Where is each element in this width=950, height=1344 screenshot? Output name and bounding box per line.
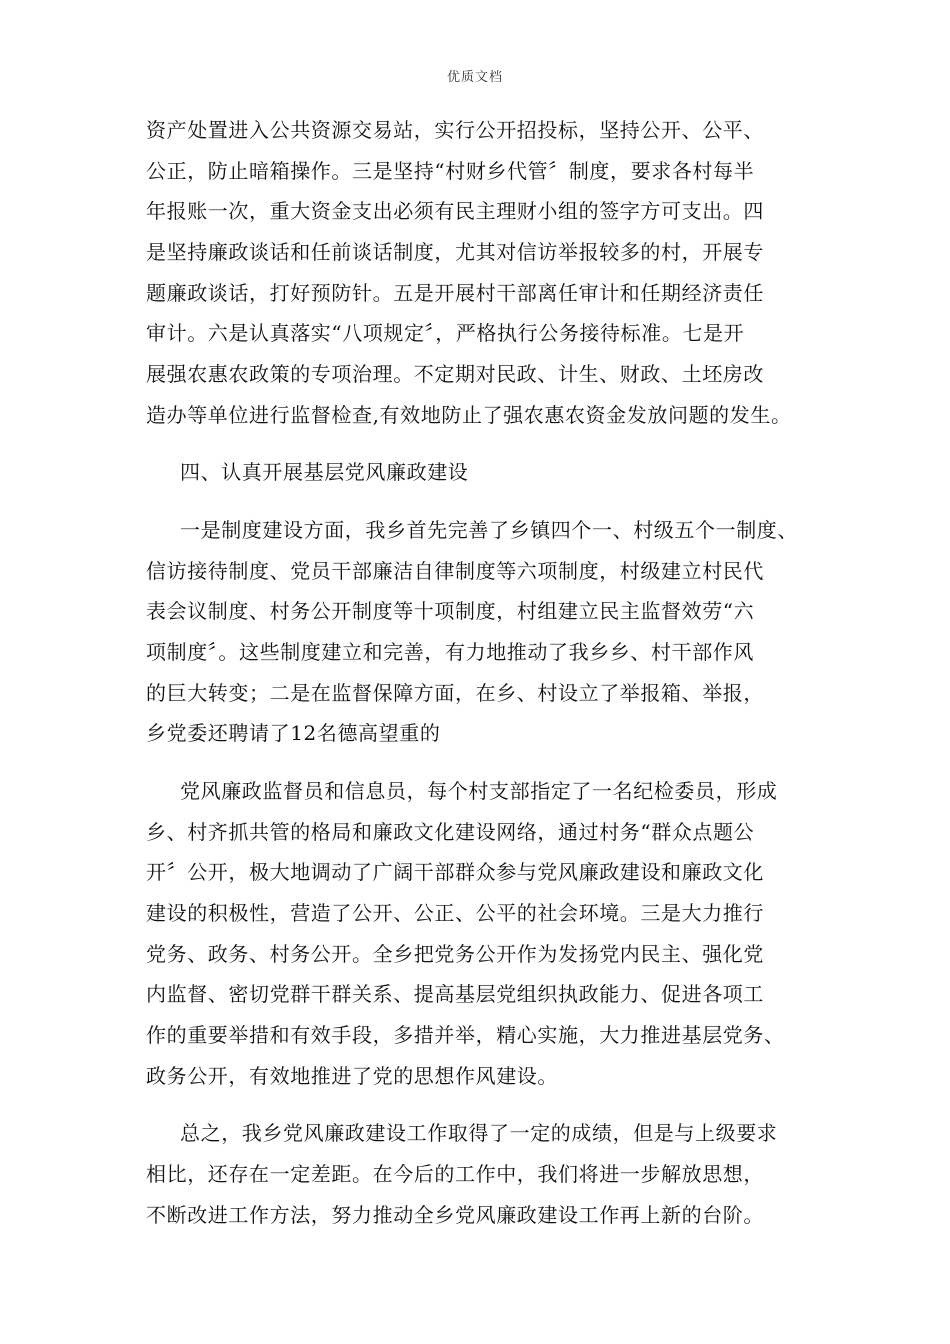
text-line: 年报账一次，重大资金支出必须有民主理财小组的签字方可支出。四 bbox=[146, 199, 764, 223]
text-line: 政务公开，有效地推进了党的思想作风建设。 bbox=[146, 1064, 558, 1088]
text-line: 信访接待制度、党员干部廉洁自律制度等六项制度，村级建立村民代 bbox=[146, 559, 764, 583]
text-line: 内监督、密切党群干群关系、提高基层党组织执政能力、促进各项工 bbox=[146, 982, 764, 1006]
text-line: 党风廉政监督员和信息员，每个村支部指定了一名纪检委员，形成 bbox=[180, 779, 778, 803]
text-line: 乡党委还聘请了12名德高望重的 bbox=[146, 721, 441, 745]
text-line: 乡、村齐抓共管的格局和廉政文化建设网络，通过村务“群众点题公 bbox=[146, 820, 755, 844]
text-line: 表会议制度、村务公开制度等十项制度，村组建立民主监督效劳“六 bbox=[146, 599, 755, 623]
text-line: 相比，还存在一定差距。在今后的工作中，我们将进一步解放思想， bbox=[146, 1162, 764, 1186]
text-line: 题廉政谈话，打好预防针。五是开展村干部离任审计和任期经济责任 bbox=[146, 281, 764, 305]
text-line: 一是制度建设方面，我乡首先完善了乡镇四个一、村级五个一制度、 bbox=[180, 518, 798, 542]
text-line: 项制度〞。这些制度建立和完善，有力地推动了我乡乡、村干部作风 bbox=[146, 640, 754, 664]
text-line: 公正，防止暗箱操作。三是坚持“村财乡代管〞制度，要求各村每半 bbox=[146, 159, 755, 183]
text-line: 开〞公开，极大地调动了广阔干部群众参与党风廉政建设和廉政文化 bbox=[146, 860, 764, 884]
text-line: 不断改进工作方法，努力推动全乡党风廉政建设工作再上新的台阶。 bbox=[146, 1203, 764, 1227]
text-line: 是坚持廉政谈话和任前谈话制度，尤其对信访举报较多的村，开展专 bbox=[146, 240, 764, 264]
text-line: 审计。六是认真落实“八项规定〞，严格执行公务接待标准。七是开 bbox=[146, 321, 745, 345]
text-line: 党务、政务、村务公开。全乡把党务公开作为发扬党内民主、强化党 bbox=[146, 942, 764, 966]
text-line: 造办等单位进行监督检查,有效地防止了强农惠农资金发放问题的发生。 bbox=[146, 403, 792, 427]
text-line: 资产处置进入公共资源交易站，实行公开招投标，坚持公开、公平、 bbox=[146, 118, 764, 142]
text-line: 作的重要举措和有效手段，多措并举，精心实施，大力推进基层党务、 bbox=[146, 1023, 785, 1047]
text-line: 总之，我乡党风廉政建设工作取得了一定的成绩，但是与上级要求 bbox=[180, 1121, 778, 1145]
page-header: 优质文档 bbox=[446, 70, 503, 85]
text-line: 的巨大转变；二是在监督保障方面，在乡、村设立了举报箱、举报， bbox=[146, 681, 764, 705]
section-heading: 四、认真开展基层党风廉政建设 bbox=[180, 460, 469, 484]
text-line: 展强农惠农政策的专项治理。不定期对民政、计生、财政、土坯房改 bbox=[146, 362, 764, 386]
text-line: 建设的积极性，营造了公开、公正、公平的社会环境。三是大力推行 bbox=[146, 901, 764, 925]
